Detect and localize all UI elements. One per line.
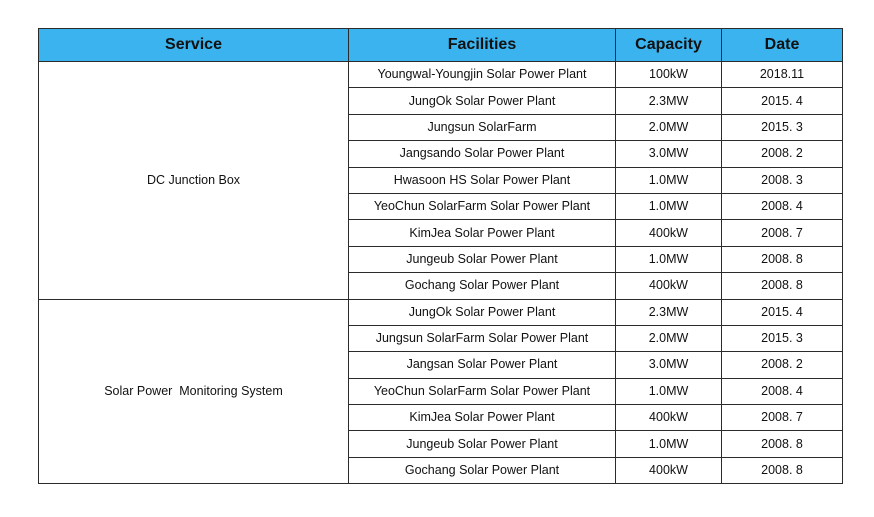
capacity-cell: 400kW xyxy=(616,405,722,431)
header-facilities: Facilities xyxy=(349,29,616,62)
service-cell: DC Junction Box xyxy=(39,62,349,300)
facility-cell: Hwasoon HS Solar Power Plant xyxy=(349,167,616,193)
date-cell: 2018.11 xyxy=(722,62,843,88)
service-records-table xyxy=(38,28,843,484)
date-cell: 2008. 8 xyxy=(722,273,843,299)
facility-cell: JungOk Solar Power Plant xyxy=(349,299,616,325)
date-cell: 2008. 2 xyxy=(722,141,843,167)
facility-cell: YeoChun SolarFarm Solar Power Plant xyxy=(349,193,616,219)
date-cell: 2008. 4 xyxy=(722,193,843,219)
capacity-cell: 2.3MW xyxy=(616,88,722,114)
facility-cell: Gochang Solar Power Plant xyxy=(349,273,616,299)
capacity-cell: 2.0MW xyxy=(616,114,722,140)
facility-cell: Jangsando Solar Power Plant xyxy=(349,141,616,167)
facility-cell: JungOk Solar Power Plant xyxy=(349,88,616,114)
capacity-cell: 1.0MW xyxy=(616,431,722,457)
facility-cell: Jungeub Solar Power Plant xyxy=(349,246,616,272)
capacity-cell: 2.0MW xyxy=(616,325,722,351)
capacity-cell: 400kW xyxy=(616,457,722,483)
facility-cell: Gochang Solar Power Plant xyxy=(349,457,616,483)
capacity-cell: 3.0MW xyxy=(616,352,722,378)
capacity-cell: 2.3MW xyxy=(616,299,722,325)
facility-cell: Jangsan Solar Power Plant xyxy=(349,352,616,378)
capacity-cell: 3.0MW xyxy=(616,141,722,167)
date-cell: 2008. 7 xyxy=(722,220,843,246)
facility-cell: Jungeub Solar Power Plant xyxy=(349,431,616,457)
facility-cell: KimJea Solar Power Plant xyxy=(349,405,616,431)
table-body xyxy=(39,62,843,484)
capacity-cell: 1.0MW xyxy=(616,246,722,272)
date-cell: 2008. 8 xyxy=(722,457,843,483)
date-cell: 2008. 2 xyxy=(722,352,843,378)
capacity-cell: 100kW xyxy=(616,62,722,88)
facility-cell: Jungsun SolarFarm xyxy=(349,114,616,140)
date-cell: 2008. 8 xyxy=(722,246,843,272)
capacity-cell: 400kW xyxy=(616,220,722,246)
date-cell: 2015. 3 xyxy=(722,114,843,140)
date-cell: 2015. 3 xyxy=(722,325,843,351)
service-cell: Solar Power Monitoring System xyxy=(39,299,349,484)
header-date: Date xyxy=(722,29,843,62)
table-row xyxy=(39,62,843,88)
capacity-cell: 1.0MW xyxy=(616,378,722,404)
table-row xyxy=(39,299,843,325)
facility-cell: Jungsun SolarFarm Solar Power Plant xyxy=(349,325,616,351)
table-header-row xyxy=(39,29,843,62)
date-cell: 2015. 4 xyxy=(722,299,843,325)
facility-cell: YeoChun SolarFarm Solar Power Plant xyxy=(349,378,616,404)
date-cell: 2008. 8 xyxy=(722,431,843,457)
capacity-cell: 1.0MW xyxy=(616,167,722,193)
facility-cell: Youngwal-Youngjin Solar Power Plant xyxy=(349,62,616,88)
header-service: Service xyxy=(39,29,349,62)
date-cell: 2008. 3 xyxy=(722,167,843,193)
date-cell: 2008. 4 xyxy=(722,378,843,404)
capacity-cell: 400kW xyxy=(616,273,722,299)
header-capacity: Capacity xyxy=(616,29,722,62)
date-cell: 2015. 4 xyxy=(722,88,843,114)
date-cell: 2008. 7 xyxy=(722,405,843,431)
capacity-cell: 1.0MW xyxy=(616,193,722,219)
facility-cell: KimJea Solar Power Plant xyxy=(349,220,616,246)
